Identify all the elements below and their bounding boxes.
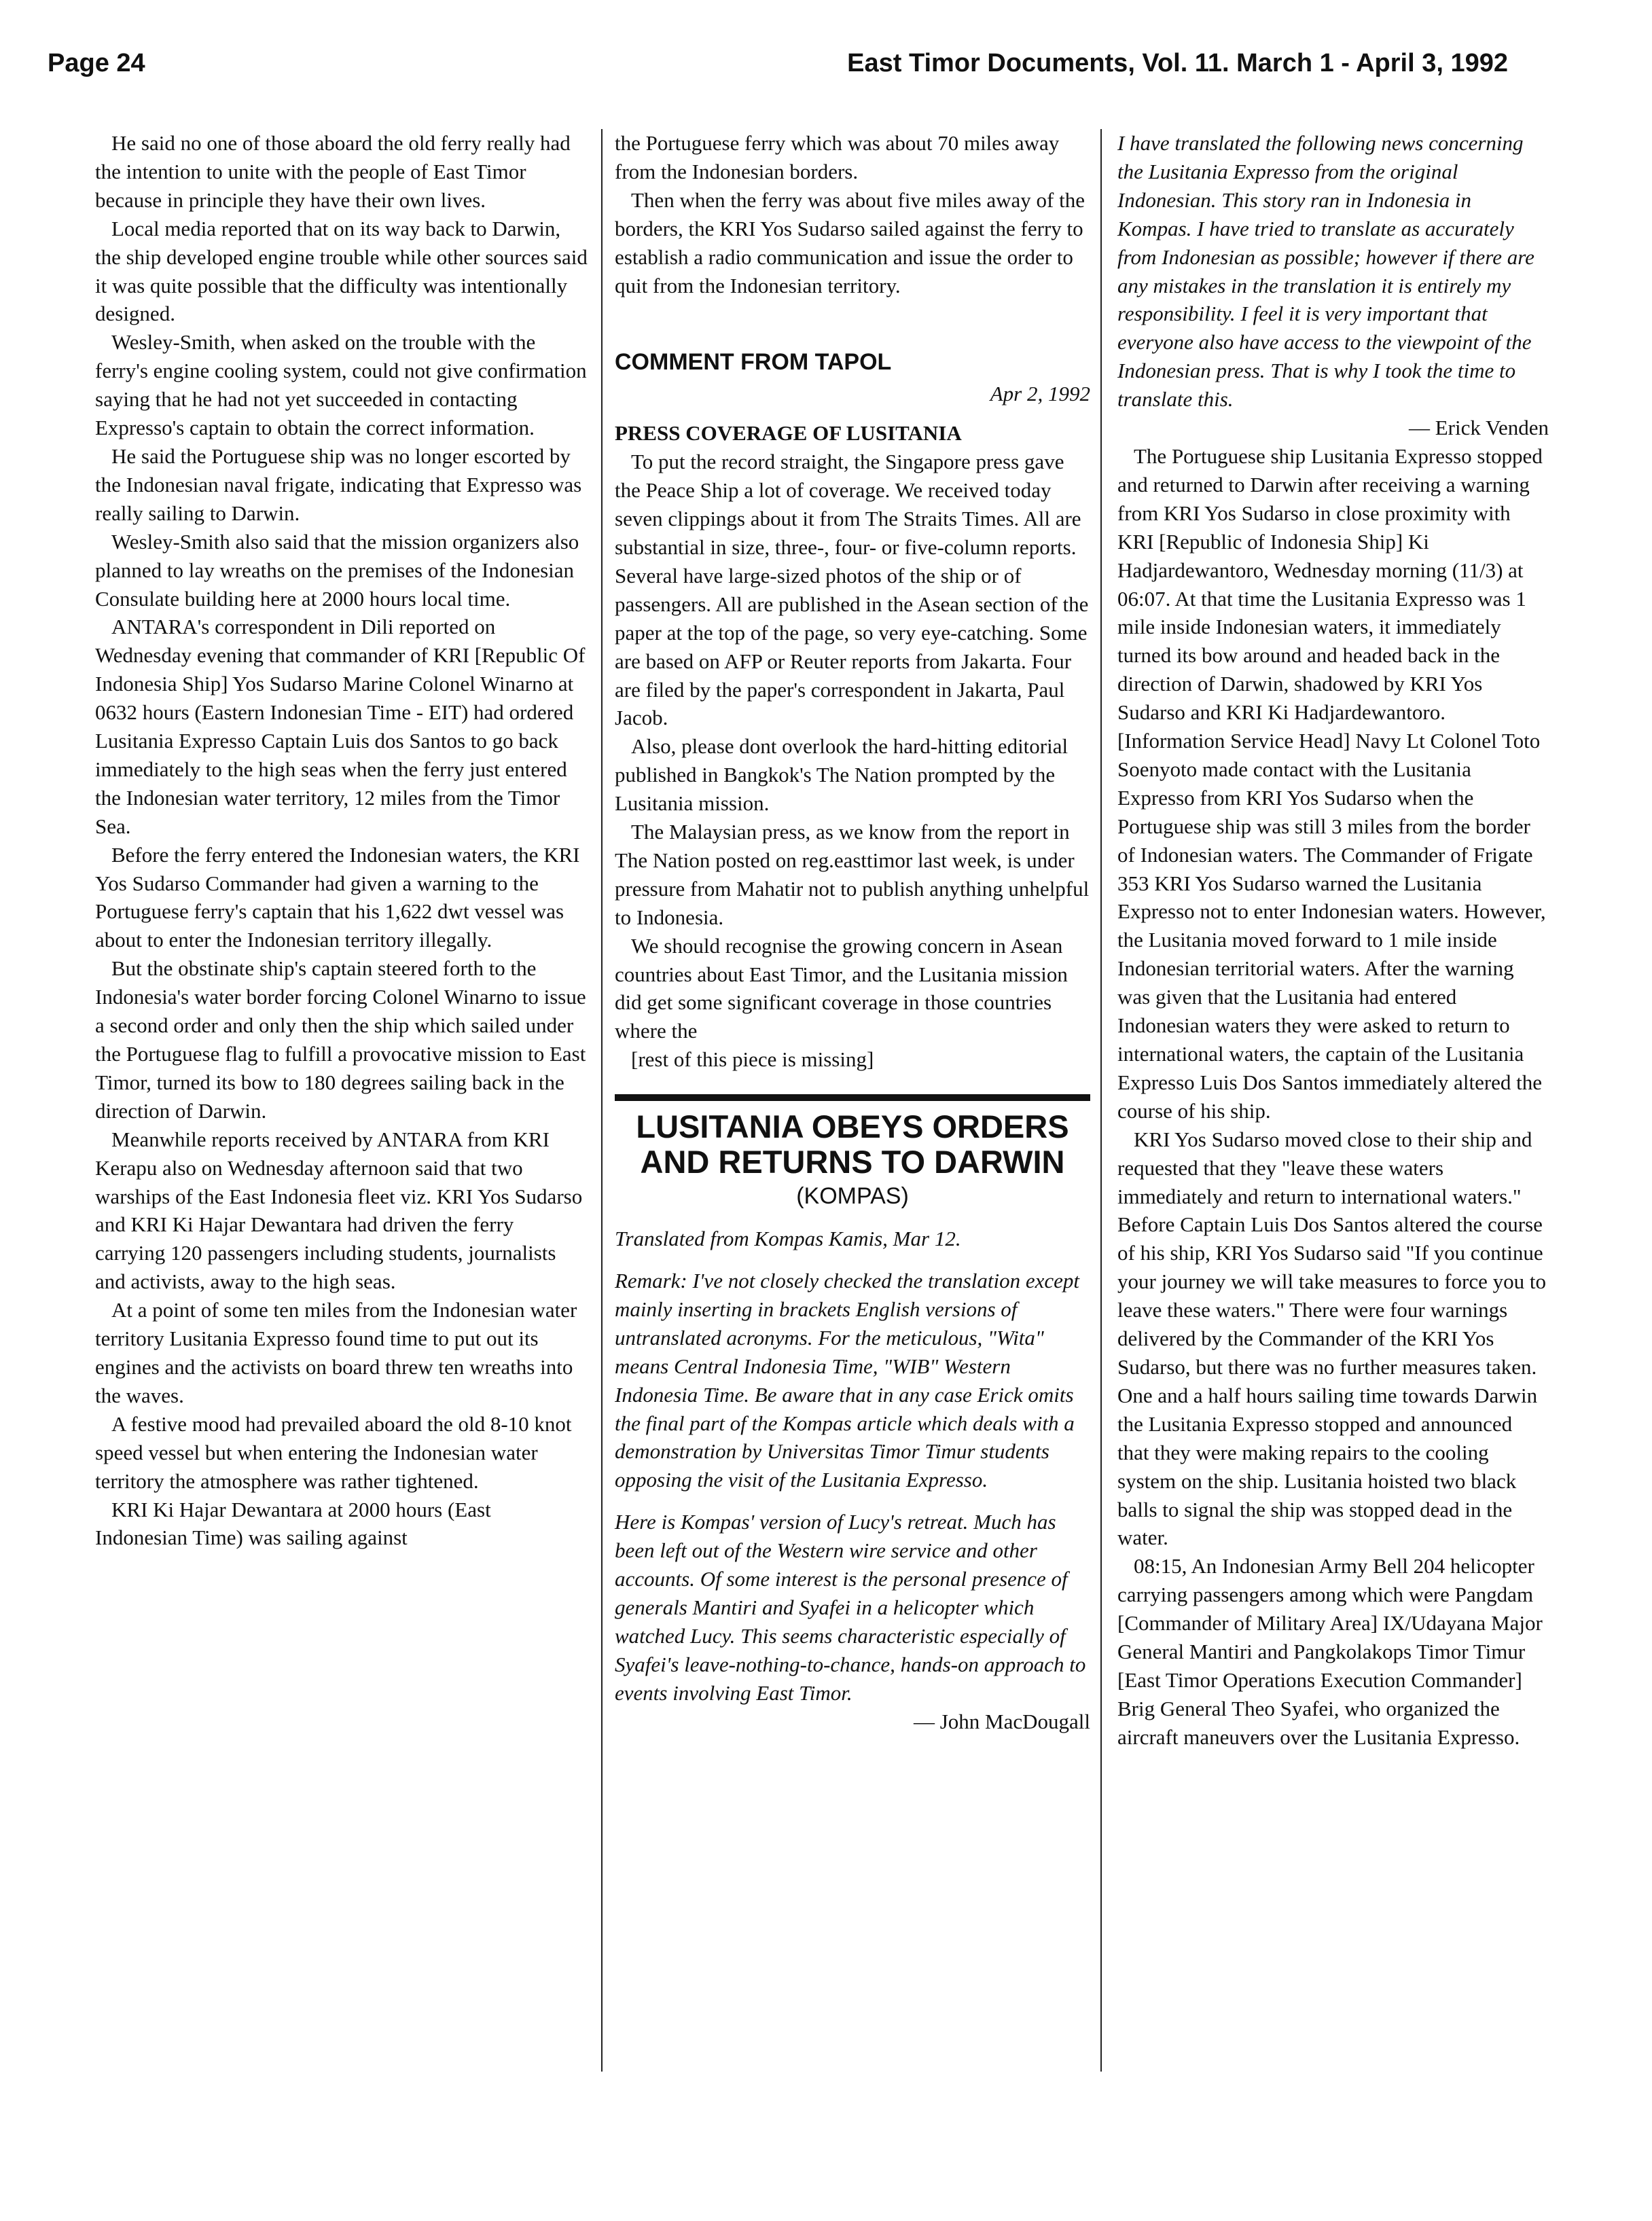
paragraph: To put the record straight, the Singapore press gave the Peace Ship a lot of coverage. We received today seven clippings about it from The Straits Times. All are substantial in size, three-, four- or five-column reports. Several have large-sized photos of the ship or of passengers. All are published in the Asean section of the paper at the top of the page, so very eye-catching. Some are based on AFP or Reuter reports from Jakarta. Four are filed by the paper's correspondent in Jakarta, Paul Jacob.: [615, 450, 1089, 730]
paragraph: He said the Portuguese ship was no longer escorted by the Indonesian naval frigate, indicating that Expresso was really sailing to Darwin.: [95, 444, 582, 525]
paragraph: Then when the ferry was about five miles away of the borders, the KRI Yos Sudarso sailed against the ferry to establish a radio communication and issue the order to quit from the Indonesian territory.: [615, 187, 1085, 297]
paragraph: 08:15, An Indonesian Army Bell 204 helicopter carrying passengers among which were Pangdam [Commander of Military Area] IX/Udayana Major General Mantiri and Pangkolakops Timor Timur [East Timor Operations Execution Commander] Brig General Theo Syafei, who organized the aircraft maneuvers over the Lusitania Expresso.: [1117, 1554, 1543, 1749]
paragraph: KRI Ki Hajar Dewantara at 2000 hours (East Indonesian Time) was sailing against: [95, 1497, 491, 1550]
paragraph: [rest of this piece is missing]: [631, 1047, 874, 1072]
editor-remark: Remark: I've not closely checked the translation except mainly inserting in brackets English versions of untranslated acronyms. For the meticulous, "Wita" means Central Indonesia Time, "WIB" Western Indonesia Time. Be aware that in any case Erick omits the final part of the Kompas article which deals with a demonstration by Universitas Timor Timur students opposing the visit of the Lusitania Expresso.: [615, 1269, 1080, 1492]
section-divider: [615, 1094, 1090, 1101]
paragraph: Meanwhile reports received by ANTARA from KRI Kerapu also on Wednesday afternoon said that two warships of the East Indonesia fleet viz. KRI Yos Sudarso and KRI Ki Hajar Dewantara had driven the ferry carrying 120 passengers including students, journalists and activists, away to the high seas.: [95, 1127, 583, 1294]
paragraph: Before the ferry entered the Indonesian waters, the KRI Yos Sudarso Commander had given a warning to the Portuguese ferry's captain that his 1,622 dwt vessel was about to enter the Indonesian territory illegally.: [95, 842, 580, 952]
paragraph: Wesley-Smith, when asked on the trouble with the ferry's engine cooling system, could not give confirmation saying that he had not yet succeeded in contacting Expresso's captain to obtain the correct information.: [95, 330, 587, 440]
column-3: [1117, 129, 1549, 1752]
paragraph: The Malaysian press, as we know from the report in The Nation posted on reg.easttimor last week, is under pressure from Mahatir not to publish anything unhelpful to Indonesia.: [615, 820, 1090, 929]
publication-title: East Timor Documents, Vol. 11. March 1 - April 3, 1992: [847, 49, 1508, 77]
translator-note: I have translated the following news concerning the Lusitania Expresso from the original Indonesian. This story ran in Indonesia in Kompas. I have tried to translate as accurately from Indonesian as possible; however if there are any mistakes in the translation it is entirely my responsibility. I feel it is very important that everyone also have access to the viewpoint of the Indonesian press. That is why I took the time to translate this.: [1117, 131, 1534, 412]
paragraph: the Portuguese ferry which was about 70 miles away from the Indonesian borders.: [615, 131, 1060, 183]
page-number: Page 24: [48, 49, 145, 77]
paragraph: The Portuguese ship Lusitania Expresso stopped and returned to Darwin after receiving a warning from KRI Yos Sudarso in close proximity with KRI [Republic of Indonesia Ship] Ki Hadjardewantoro, Wednesday morning (11/3) at 06:07. At that time the Lusitania Expresso was 1 mile inside Indonesian waters, it immediately turned its bow around and headed back in the direction of Darwin, shadowed by KRI Yos Sudarso and KRI Ki Hadjardewantoro. [Information Service Head] Navy Lt Colonel Toto Soenyoto made contact with the Lusitania Expresso from KRI Yos Sudarso when the Portuguese ship was still 3 miles from the border of Indonesian waters. The Commander of Frigate 353 KRI Yos Sudarso warned the Lusitania Expresso not to enter Indonesian waters. However, the Lusitania moved forward to 1 mile inside Indonesian territorial waters. After the warning was given that the Lusitania had entered Indonesian waters they were asked to return to international waters, the captain of the Lusitania Expresso Luis Dos Santos immediately altered the course of his ship.: [1117, 444, 1546, 1123]
column-divider: [1100, 129, 1102, 2072]
paragraph: At a point of some ten miles from the Indonesian water territory Lusitania Expresso found time to put out its engines and the activists on board threw ten wreaths into the waves.: [95, 1298, 577, 1407]
paragraph: He said no one of those aboard the old ferry really had the intention to unite with the people of East Timor because in principle they have their own lives.: [95, 131, 571, 212]
translation-credit: Translated from Kompas Kamis, Mar 12.: [615, 1227, 961, 1251]
signature: — Erick Venden: [1408, 416, 1549, 440]
paragraph: KRI Yos Sudarso moved close to their ship and requested that they "leave these waters immediately and return to international waters." Before Captain Luis Dos Santos altered the course of his ship, KRI Yos Sudarso said "If you continue your journey we will take measures to force you to leave these waters." There were four warnings delivered by the Commander of the KRI Yos Sudarso, but there was no further measures taken. One and a half hours sailing time towards Darwin the Lusitania Expresso stopped and announced that they were making repairs to the cooling system on the ship. Lusitania hoisted two black balls to signal the ship was stopped dead in the water.: [1117, 1127, 1547, 1550]
page-header: [48, 49, 1508, 83]
article-title: LUSITANIA OBEYS ORDERS AND RETURNS TO DARWIN: [636, 1108, 1069, 1180]
column-2: [615, 129, 1090, 1736]
subheading: PRESS COVERAGE OF LUSITANIA: [615, 421, 962, 446]
column-divider: [601, 129, 603, 2072]
column-1: [95, 129, 588, 1552]
section-heading: COMMENT FROM TAPOL: [615, 349, 892, 376]
paragraph: Also, please dont overlook the hard-hitting editorial published in Bangkok's The Nation prompted by the Lusitania mission.: [615, 734, 1069, 816]
article-source: (KOMPAS): [796, 1183, 909, 1210]
paragraph: But the obstinate ship's captain steered forth to the Indonesia's water border forcing Colonel Winarno to issue a second order and only then the ship which sailed under the Portuguese flag to fulfill a provocative mission to East Timor, turned its bow to 180 degrees sailing back in the direction of Darwin.: [95, 956, 586, 1123]
paragraph: A festive mood had prevailed aboard the old 8-10 knot speed vessel but when entering the Indonesian water territory the atmosphere was rather tightened.: [95, 1411, 572, 1493]
dateline: Apr 2, 1992: [990, 382, 1090, 406]
signature: — John MacDougall: [913, 1709, 1090, 1733]
paragraph: Local media reported that on its way back to Darwin, the ship developed engine trouble while other sources said it was quite possible that the difficulty was intentionally designed.: [95, 216, 588, 326]
paragraph: ANTARA's correspondent in Dili reported on Wednesday evening that commander of KRI [Republic Of Indonesia Ship] Yos Sudarso Marine Colonel Winarno at 0632 hours (Eastern Indonesian Time - EIT) had ordered Lusitania Expresso Captain Luis dos Santos to go back immediately to the high seas when the ferry just entered the Indonesian water territory, 12 miles from the Timor Sea.: [95, 615, 586, 838]
paragraph: Wesley-Smith also said that the mission organizers also planned to lay wreaths on the premises of the Indonesian Consulate building here at 2000 hours local time.: [95, 529, 579, 611]
editor-note: Here is Kompas' version of Lucy's retreat. Much has been left out of the Western wire service and other accounts. Of some interest is the personal presence of generals Mantiri and Syafei in a helicopter which watched Lucy. This seems characteristic especially of Syafei's leave-nothing-to-chance, hands-on approach to events involving East Timor.: [615, 1510, 1086, 1705]
paragraph: We should recognise the growing concern in Asean countries about East Timor, and the Lusitania mission did get some significant coverage in those countries where the: [615, 933, 1068, 1043]
